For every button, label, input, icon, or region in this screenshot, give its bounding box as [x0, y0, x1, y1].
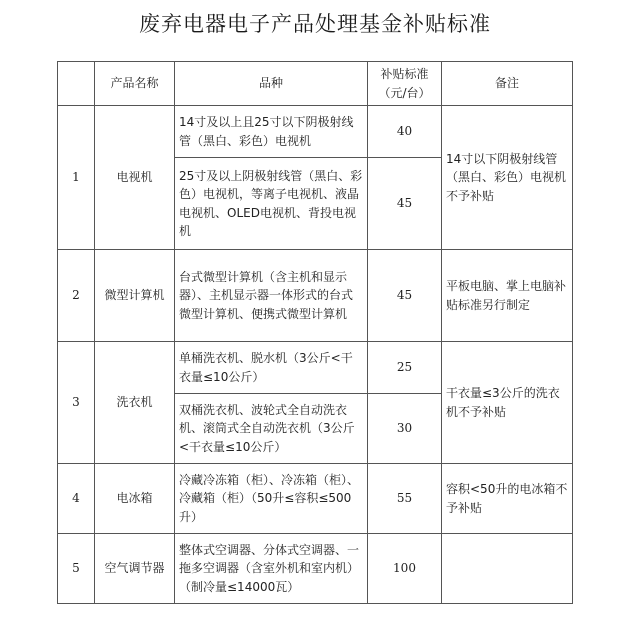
- subsidy-value: 45: [368, 158, 442, 250]
- product-name: 洗衣机: [95, 342, 175, 464]
- remark-cell: 14寸以下阴极射线管（黑白、彩色）电视机不予补贴: [442, 106, 573, 250]
- header-variety: 品种: [175, 62, 368, 106]
- table-row: [58, 342, 573, 394]
- subsidy-table: [57, 61, 573, 604]
- subsidy-value: 40: [368, 106, 442, 158]
- table-header-row: [58, 62, 573, 106]
- variety-cell: 冷藏冷冻箱（柜）、冷冻箱（柜）、冷藏箱（柜）（50升≤容积≤500升）: [175, 464, 368, 534]
- product-name: 微型计算机: [95, 250, 175, 342]
- document-title: 废弃电器电子产品处理基金补贴标准: [139, 12, 491, 36]
- subsidy-value: 30: [368, 394, 442, 464]
- row-index: 1: [58, 106, 95, 250]
- product-name: 空气调节器: [95, 534, 175, 604]
- subsidy-value: 55: [368, 464, 442, 534]
- remark-cell: 平板电脑、掌上电脑补贴标准另行制定: [442, 250, 573, 342]
- row-index: 3: [58, 342, 95, 464]
- row-index: 5: [58, 534, 95, 604]
- row-index: 4: [58, 464, 95, 534]
- header-subsidy-standard: 补贴标准（元/台）: [368, 62, 442, 106]
- remark-cell: [442, 534, 573, 604]
- remark-cell: 容积<50升的电冰箱不予补贴: [442, 464, 573, 534]
- variety-cell: 整体式空调器、分体式空调器、一拖多空调器（含室外机和室内机）（制冷量≤14000瓦）: [175, 534, 368, 604]
- subsidy-value: 45: [368, 250, 442, 342]
- table-row: [58, 106, 573, 158]
- header-remark: 备注: [442, 62, 573, 106]
- row-index: 2: [58, 250, 95, 342]
- variety-cell: 25寸及以上阴极射线管（黑白、彩色）电视机，等离子电视机、液晶电视机、OLED电视机、背投电视机: [175, 158, 368, 250]
- variety-cell: 台式微型计算机（含主机和显示器）、主机显示器一体形式的台式微型计算机、便携式微型计算机: [175, 250, 368, 342]
- product-name: 电视机: [95, 106, 175, 250]
- subsidy-value: 100: [368, 534, 442, 604]
- header-index: [58, 62, 95, 106]
- subsidy-value: 25: [368, 342, 442, 394]
- header-product-name: 产品名称: [95, 62, 175, 106]
- table-row: [58, 464, 573, 534]
- table-row: [58, 250, 573, 342]
- variety-cell: 单桶洗衣机、脱水机（3公斤<干衣量≤10公斤）: [175, 342, 368, 394]
- remark-cell: 干衣量≤3公斤的洗衣机不予补贴: [442, 342, 573, 464]
- table-row: [58, 534, 573, 604]
- product-name: 电冰箱: [95, 464, 175, 534]
- variety-cell: 14寸及以上且25寸以下阴极射线管（黑白、彩色）电视机: [175, 106, 368, 158]
- variety-cell: 双桶洗衣机、波轮式全自动洗衣机、滚筒式全自动洗衣机（3公斤<干衣量≤10公斤）: [175, 394, 368, 464]
